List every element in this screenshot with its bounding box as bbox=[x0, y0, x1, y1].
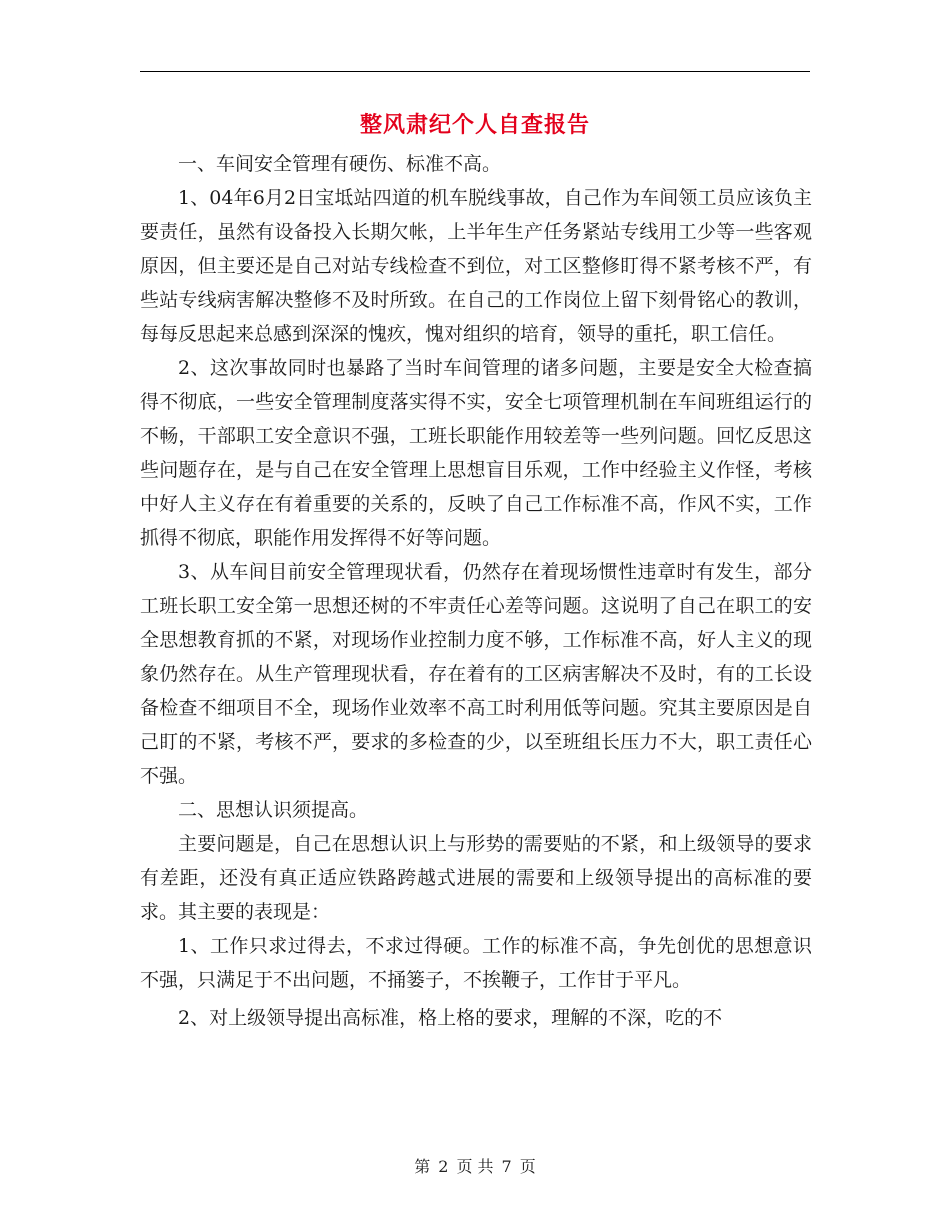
footer-suffix: 页 bbox=[519, 1157, 536, 1176]
paragraph: 二、思想认识须提高。 bbox=[178, 799, 369, 821]
footer-page-number: 2 bbox=[438, 1157, 449, 1176]
header-rule bbox=[140, 71, 810, 72]
paragraph: 1、工作只求过得去，不求过得硬。工作的标准不高，争先创优的思想意识不强，只满足于不出问题，不捅篓子，不挨鞭子，工作甘于平凡。 bbox=[140, 935, 812, 991]
footer-prefix: 第 bbox=[414, 1157, 431, 1176]
footer-total-pages: 7 bbox=[501, 1157, 512, 1176]
document-title: 整风肃纪个人自查报告 bbox=[359, 112, 590, 138]
document-body bbox=[140, 147, 812, 1035]
footer-middle: 页 共 bbox=[456, 1157, 494, 1176]
paragraph: 1、04年6月2日宝坻站四道的机车脱线事故，自己作为车间领工员应该负主要责任，虽然有设备投入长期欠帐，上半年生产任务紧站专线用工少等一些客观原因，但主要还是自己对站专线检查不到位，对工区整修盯得不紧考核不严，有些站专线病害解决整修不及时所致。在自己的工作岗位上留下刻骨铭心的教训，每每反思起来总感到深深的愧疚，愧对组织的培育，领导的重托，职工信任。 bbox=[140, 187, 812, 345]
paragraph: 一、车间安全管理有硬伤、标准不高。 bbox=[178, 153, 502, 175]
page-footer bbox=[0, 1154, 950, 1177]
paragraph: 2、对上级领导提出高标准，格上格的要求，理解的不深，吃的不 bbox=[178, 1007, 723, 1029]
paragraph: 主要问题是，自己在思想认识上与形势的需要贴的不紧，和上级领导的要求有差距，还没有真正适应铁路跨越式进展的需要和上级领导提出的高标准的要求。其主要的表现是： bbox=[140, 833, 812, 923]
paragraph: 2、这次事故同时也暴路了当时车间管理的诸多问题，主要是安全大检查搞得不彻底，一些安全管理制度落实得不实，安全七项管理机制在车间班组运行的不畅，干部职工安全意识不强，工班长职能作用较差等一些列问题。回忆反思这些问题存在，是与自己在安全管理上思想盲目乐观，工作中经验主义作怪，考核中好人主义存在有着重要的关系的，反映了自己工作标准不高，作风不实，工作抓得不彻底，职能作用发挥得不好等问题。 bbox=[140, 357, 812, 549]
paragraph: 3、从车间目前安全管理现状看，仍然存在着现场惯性违章时有发生，部分工班长职工安全第一思想还树的不牢责任心差等问题。这说明了自己在职工的安全思想教育抓的不紧，对现场作业控制力度不够，工作标准不高，好人主义的现象仍然存在。从生产管理现状看，存在着有的工区病害解决不及时，有的工长设备检查不细项目不全，现场作业效率不高工时利用低等问题。究其主要原因是自己盯的不紧，考核不严，要求的多检查的少，以至班组长压力不大，职工责任心不强。 bbox=[140, 561, 812, 787]
